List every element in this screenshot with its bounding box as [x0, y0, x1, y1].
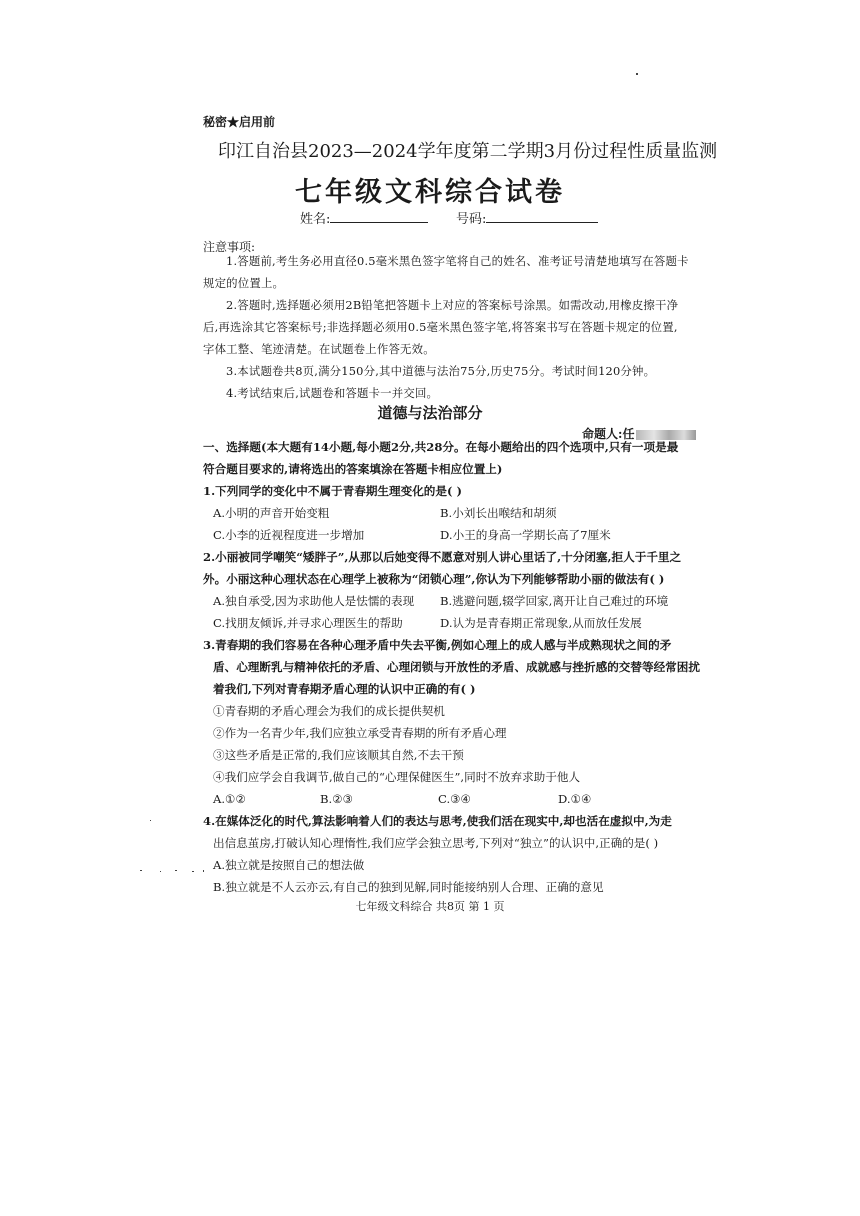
- question-3-option-a: A.①②: [213, 792, 246, 806]
- notice-line: 字体工整、笔迹清楚。在试题卷上作答无效。: [203, 342, 435, 356]
- question-2-option-a: A.独自承受,因为求助他人是怯懦的表现: [213, 594, 415, 608]
- name-blank: [330, 211, 428, 223]
- question-1-option-c: C.小李的近视程度进一步增加: [213, 528, 365, 542]
- number-blank: [486, 211, 598, 223]
- confidential-label: 秘密★启用前: [203, 115, 276, 129]
- question-2-stem: 2.小丽被同学嘲笑“矮胖子”,从那以后她变得不愿意对别人讲心里话了,十分闭塞,拒人于千里之: [203, 550, 682, 564]
- question-1-stem: 1.下列同学的变化中不属于青春期生理变化的是( ): [203, 484, 462, 498]
- question-1-option-a: A.小明的声音开始变粗: [213, 506, 330, 520]
- question-2-option-b: B.逃避问题,辍学回家,离开让自己难过的环境: [440, 594, 669, 608]
- question-3-statement: ③这些矛盾是正常的,我们应该顺其自然,不去干预: [213, 748, 464, 762]
- question-4-stem: 4.在媒体泛化的时代,算法影响着人们的表达与思考,使我们活在现实中,却也活在虚拟中,为走: [203, 814, 672, 828]
- question-3-option-b: B.②③: [320, 792, 353, 806]
- scan-speck: [203, 870, 204, 872]
- notice-line: 4.考试结束后,试题卷和答题卡一并交回。: [226, 386, 439, 400]
- notice-line: 2.答题时,选择题必须用2B铅笔把答题卡上对应的答案标号涂黑。如需改动,用橡皮擦干净: [226, 298, 679, 312]
- question-2-option-c: C.找朋友倾诉,并寻求心理医生的帮助: [213, 616, 403, 630]
- question-4-stem: 出信息茧房,打破认知心理惰性,我们应学会独立思考,下列对“独立”的认识中,正确的是( ): [213, 836, 659, 850]
- question-3-statement: ②作为一名青少年,我们应独立承受青春期的所有矛盾心理: [213, 726, 507, 740]
- scan-speck: [150, 820, 151, 821]
- question-3-statement: ①青春期的矛盾心理会为我们的成长提供契机: [213, 704, 445, 718]
- question-1-option-b: B.小刘长出喉结和胡须: [440, 506, 557, 520]
- author-name: 任: [622, 427, 635, 441]
- scan-speck: [160, 871, 161, 872]
- question-1-option-d: D.小王的身高一学期长高了7厘米: [440, 528, 611, 542]
- scan-speck: [636, 73, 638, 75]
- question-2-stem: 外。小丽这种心理状态在心理学上被称为“闭锁心理”,你认为下列能够帮助小丽的做法有( ): [203, 572, 665, 586]
- question-4-option-a: A.独立就是按照自己的想法做: [213, 858, 365, 872]
- scan-speck: [175, 870, 177, 871]
- name-field: [300, 208, 428, 227]
- scan-speck: [192, 871, 194, 872]
- question-2-option-d: D.认为是青春期正常现象,从而放任发展: [440, 616, 642, 630]
- number-field: [456, 208, 598, 227]
- question-3-stem: 3.青春期的我们容易在各种心理矛盾中失去平衡,例如心理上的成人感与半成熟现状之间的矛: [203, 638, 672, 652]
- section-title: 道德与法治部分: [377, 404, 483, 422]
- notice-line: 1.答题前,考生务必用直径0.5毫米黑色签字笔将自己的姓名、准考证号清楚地填写在答题卡: [226, 254, 689, 268]
- author-label: 命题人:: [582, 427, 623, 441]
- part1-heading: 符合题目要求的,请将选出的答案填涂在答题卡相应位置上): [203, 462, 503, 476]
- notice-line: 规定的位置上。: [203, 276, 285, 290]
- name-label: 姓名:: [300, 212, 331, 227]
- scan-speck: [140, 870, 142, 871]
- question-3-option-c: C.③④: [438, 792, 471, 806]
- question-3-option-d: D.①④: [558, 792, 592, 806]
- number-label: 号码:: [456, 212, 487, 227]
- question-3-stem: 盾、心理断乳与精神依托的矛盾、心理闭锁与开放性的矛盾、成就感与挫折感的交替等经常困扰: [213, 660, 700, 674]
- question-3-stem: 着我们,下列对青春期矛盾心理的认识中正确的有( ): [213, 682, 476, 696]
- subject-title: 七年级文科综合试卷: [295, 177, 565, 208]
- question-4-option-b: B.独立就是不人云亦云,有自己的独到见解,同时能接纳别人合理、正确的意见: [213, 880, 604, 894]
- page-footer: 七年级文科综合 共8页 第 1 页: [355, 900, 505, 913]
- exam-title: 印江自治县2023—2024学年度第二学期3月份过程性质量监测: [218, 141, 718, 162]
- notice-line: 后,再选涂其它答案标号;非选择题必须用0.5毫米黑色签字笔,将答案书写在答题卡规定的位置,: [203, 320, 678, 334]
- question-3-statement: ④我们应学会自我调节,做自己的“心理保健医生”,同时不放弃求助于他人: [213, 770, 581, 784]
- notice-heading: 注意事项:: [203, 240, 256, 254]
- notice-line: 3.本试题卷共8页,满分150分,其中道德与法治75分,历史75分。考试时间120分钟。: [226, 364, 656, 378]
- part1-heading: 一、选择题(本大题有14小题,每小题2分,共28分。在每小题给出的四个选项中,只有一项是最: [203, 440, 679, 454]
